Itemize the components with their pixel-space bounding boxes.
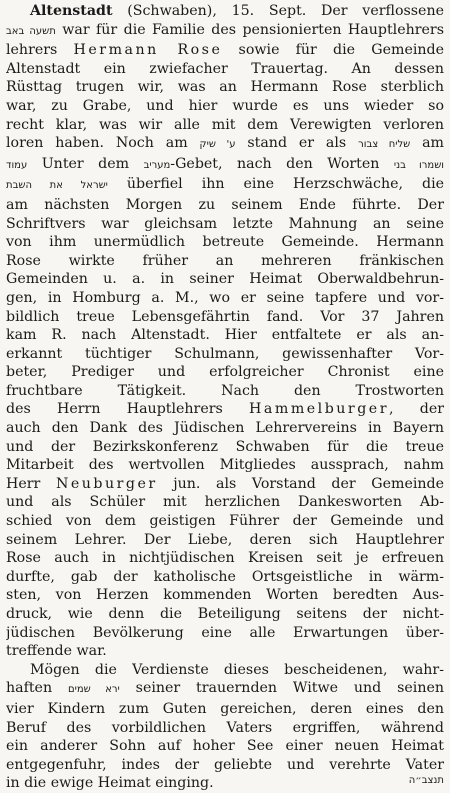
hebrew-term: ע' שיק xyxy=(199,139,236,151)
text-run: und als Schüler mit herzlichen Dankesworten Ab- xyxy=(6,494,444,511)
text-line xyxy=(6,116,444,135)
text-run: beter, Prediger und erfolgreicher Chronist eine xyxy=(6,364,444,381)
text-run: , der xyxy=(388,401,444,418)
text-line xyxy=(6,549,444,568)
text-run: seinem Lehrer. Der Liebe, deren sich Hauptlehrer xyxy=(6,531,444,548)
text-line xyxy=(6,382,444,401)
text-run: und der Bezirkskonferenz Schwaben für die treue xyxy=(6,438,444,455)
text-run: treffende war. xyxy=(6,643,107,660)
text-run: Rose auch in nichtjüdischen Kreisen seit je erfreuen xyxy=(6,550,444,567)
text-line xyxy=(6,270,444,289)
text-run: in die ewige Heimat einging. xyxy=(6,775,214,792)
text-run: -Gebet, nach den Worten xyxy=(170,155,394,172)
text-line xyxy=(6,737,444,756)
text-run: lehrers xyxy=(6,42,74,59)
text-line xyxy=(6,493,444,512)
text-line xyxy=(6,400,444,419)
text-run: fruchtbare Tätigkeit. Nach den Trostworten xyxy=(6,382,444,399)
text-run: jüdischen Bevölkerung eine alle Erwartungen über- xyxy=(6,624,444,641)
text-line xyxy=(6,438,444,457)
name-emphasis: Hammelburger xyxy=(249,401,389,418)
text-line xyxy=(6,774,444,793)
text-run: vier Kindern zum Guten gereichen, deren eines den xyxy=(6,700,444,717)
text-run: Rüsttag trugen wir, was an Hermann Rose sterblich xyxy=(6,79,444,96)
text-run: recht klar, was wir alle mit dem Verewigten verloren xyxy=(6,116,444,133)
hebrew-term: ישראל את השבת xyxy=(6,180,108,192)
text-line xyxy=(6,155,444,176)
text-run: Rose wirkte früher an mehreren fränkischen xyxy=(6,252,444,269)
text-run: Altenstadt ein zwiefacher Trauertag. An dessen xyxy=(6,60,444,77)
text-line xyxy=(6,700,444,719)
text-line xyxy=(6,475,444,494)
text-run: am nächsten Morgen zu seinem Ende führte. Der xyxy=(6,196,444,213)
text-run: druck, wie denn die Beteiligung seitens der nicht- xyxy=(6,606,444,622)
text-line xyxy=(6,41,444,60)
text-line xyxy=(6,326,444,345)
text-run: am xyxy=(410,135,444,152)
text-run: auch den Dank des Jüdischen Lehrervereins in Bayern xyxy=(6,420,444,437)
text-run: Herr xyxy=(6,475,56,492)
text-line xyxy=(6,512,444,531)
hebrew-term: מעריב xyxy=(143,159,171,171)
text-run: seiner trauernden Witwe und seinen xyxy=(119,680,444,697)
text-line xyxy=(6,756,444,775)
text-line xyxy=(6,308,444,327)
text-run: jun. als Vorstand der Gemeinde xyxy=(157,475,444,492)
hebrew-term: ירא שמים xyxy=(67,684,120,696)
text-line xyxy=(6,456,444,475)
hebrew-term: ושמרו בני xyxy=(393,159,444,171)
name-emphasis: Hermann Rose xyxy=(73,42,223,59)
text-run: bildlich treue Lebensgefährtin fand. Vor 37 Jahren xyxy=(6,308,444,325)
text-line xyxy=(6,419,444,438)
text-run: überfiel ihn eine Herzschwäche, die xyxy=(107,176,444,193)
text-line xyxy=(6,345,444,364)
name-emphasis: Neuburger xyxy=(55,475,158,492)
text-run: Schriftvers war gleichsam letzte Mahnung an seine xyxy=(6,215,444,232)
text-line xyxy=(6,2,444,21)
text-line xyxy=(6,661,444,680)
text-run: haften xyxy=(6,680,68,697)
text-line xyxy=(6,252,444,271)
dateline-place: Altenstadt xyxy=(30,3,113,19)
text-line xyxy=(6,196,444,215)
text-line xyxy=(6,289,444,308)
text-run: durfte, gab der katholische Ortsgeistliche in wärm- xyxy=(6,568,444,585)
hebrew-term: תשעה באב xyxy=(6,25,56,37)
text-run: entgegenfuhr, indes der geliebte und verehrte Vater xyxy=(6,756,444,773)
text-line xyxy=(6,568,444,587)
text-line xyxy=(6,134,444,155)
text-run: sowie für die Gemeinde xyxy=(222,42,444,59)
text-run: Mögen die Verdienste dieses bescheidenen, wahr- xyxy=(30,661,444,678)
text-line xyxy=(6,233,444,252)
text-run: Gemeinden u. a. in seiner Heimat Oberwaldbehrun- xyxy=(6,271,444,288)
text-run: Beruf des vorbildlichen Vaters ergriffen, während xyxy=(6,719,444,736)
text-run: von ihm unermüdlich betreute Gemeinde. Hermann xyxy=(6,234,444,251)
text-line xyxy=(6,642,444,661)
text-line xyxy=(6,60,444,79)
text-run: gen, in Homburg a. M., wo er seine tapfere und vor- xyxy=(6,289,444,306)
article-body xyxy=(6,2,444,793)
text-run: ein anderer Sohn auf hoher See einer neuen Heimat xyxy=(6,738,444,755)
text-run: stand er als xyxy=(235,135,359,152)
text-run: kam R. nach Altenstadt. Hier entfaltete er als an- xyxy=(6,327,444,344)
text-line xyxy=(6,78,444,97)
text-line xyxy=(6,97,444,116)
text-line xyxy=(6,719,444,738)
text-run: (Schwaben), 15. Sept. Der verflossene xyxy=(112,3,444,19)
text-line xyxy=(6,175,444,196)
text-line xyxy=(6,215,444,234)
text-run: Mitarbeit des wertvollen Mitgliedes aussprach, nahm xyxy=(6,457,444,474)
text-run: war für die Familie des pensionierten Hauptlehrers xyxy=(55,21,444,38)
text-line xyxy=(6,586,444,605)
text-line xyxy=(6,363,444,382)
text-run: des Herrn Hauptlehrers xyxy=(6,401,250,418)
text-run: schied von dem geistigen Führer der Gemeinde und xyxy=(6,513,444,530)
text-line xyxy=(6,21,444,42)
text-run: erkannt tüchtiger Schulmann, gewissenhafter Vor- xyxy=(6,345,444,362)
text-line xyxy=(6,624,444,643)
text-run: sten, von Herzen kommenden Worten beredten Aus- xyxy=(6,587,444,604)
closing-abbreviation: תנצב״ה xyxy=(408,775,444,787)
text-run: war, zu Grabe, und hier wurde es uns wieder so xyxy=(6,97,444,114)
hebrew-term: שליח צבור xyxy=(358,139,411,151)
text-line xyxy=(6,605,444,624)
text-run: loren haben. Noch am xyxy=(6,135,200,152)
text-run: Unter dem xyxy=(27,155,144,172)
hebrew-term: עמוד xyxy=(6,159,28,171)
text-line xyxy=(6,531,444,550)
text-line xyxy=(6,679,444,700)
